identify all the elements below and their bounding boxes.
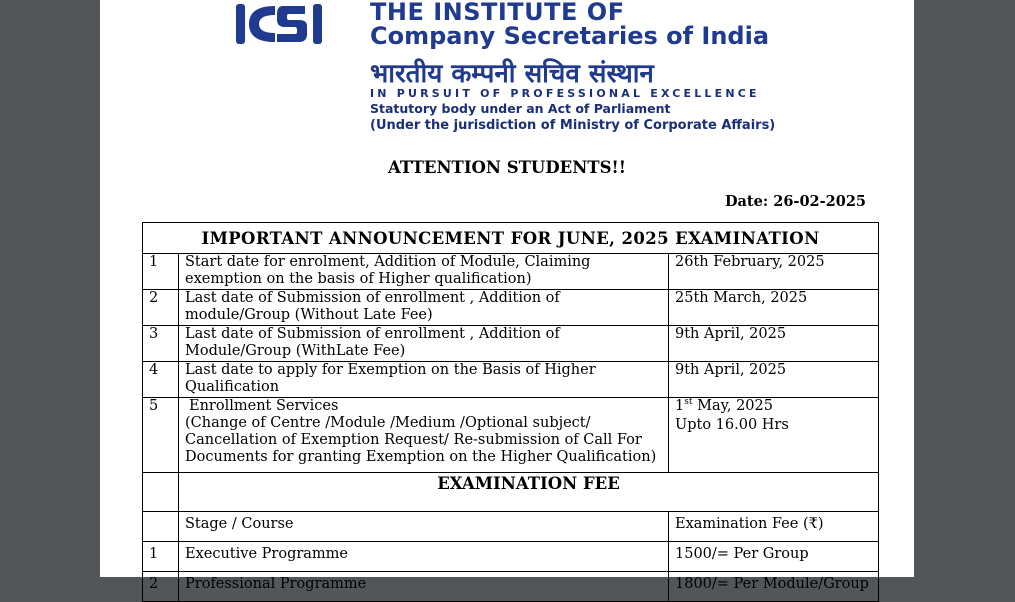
row-number: 4 — [143, 362, 179, 398]
row-fee: 1800/= Per Module/Group — [669, 572, 879, 602]
table-row — [143, 254, 879, 290]
org-jurisdiction: (Under the jurisdiction of Ministry of Corporate Affairs) — [370, 118, 776, 133]
row-number: 3 — [143, 326, 179, 362]
row-number: 5 — [143, 398, 179, 473]
date-day: 1 — [675, 398, 685, 414]
table-row — [143, 290, 879, 326]
row-date: 26th February, 2025 — [669, 254, 879, 290]
fee-header-row — [143, 512, 879, 542]
table-row — [143, 362, 879, 398]
announcement-title: IMPORTANT ANNOUNCEMENT FOR JUNE, 2025 EXAMINATION — [143, 223, 879, 254]
org-name-line1: THE INSTITUTE OF — [370, 0, 625, 26]
row-number: 1 — [143, 254, 179, 290]
row-stage: Professional Programme — [179, 572, 669, 602]
empty-cell — [143, 473, 179, 512]
icsi-logo-icon — [235, 2, 336, 46]
row-date: 9th April, 2025 — [669, 362, 879, 398]
table-row — [143, 542, 879, 572]
row-description: Last date of Submission of enrollment , Addition of Module/Group (WithLate Fee) — [179, 326, 669, 362]
fee-title: EXAMINATION FEE — [179, 473, 879, 512]
org-name-hindi: भारतीय कम्पनी सचिव संस्थान — [370, 59, 654, 89]
row-title: Enrollment Services — [189, 398, 339, 414]
org-tagline: IN PURSUIT OF PROFESSIONAL EXCELLENCE — [370, 87, 760, 100]
row-number: 1 — [143, 542, 179, 572]
row-number: 2 — [143, 290, 179, 326]
row-description: Last date to apply for Exemption on the Basis of Higher Qualification — [179, 362, 669, 398]
row-detail: (Change of Centre /Module /Medium /Optional subject/ Cancellation of Exemption Request/ Re-submission of Call For Documents for granting Exemption on the Higher Qualification) — [185, 415, 657, 465]
table-row — [143, 326, 879, 362]
row-description: Last date of Submission of enrollment , Addition of module/Group (Without Late Fee) — [179, 290, 669, 326]
row-date: 9th April, 2025 — [669, 326, 879, 362]
date-suffix: st — [684, 397, 693, 408]
row-date — [669, 398, 879, 473]
attention-heading: ATTENTION STUDENTS!! — [388, 158, 626, 177]
row-time: Upto 16.00 Hrs — [675, 417, 789, 433]
row-number: 2 — [143, 572, 179, 602]
org-name-line2: Company Secretaries of India — [370, 22, 770, 50]
notice-date: Date: 26-02-2025 — [724, 193, 866, 210]
table-row — [143, 398, 879, 473]
row-fee: 1500/= Per Group — [669, 542, 879, 572]
col-stage-header: Stage / Course — [179, 512, 669, 542]
table-row — [143, 572, 879, 602]
col-fee-header: Examination Fee (₹) — [669, 512, 879, 542]
row-stage: Executive Programme — [179, 542, 669, 572]
announcement-table — [142, 222, 879, 602]
row-date: 25th March, 2025 — [669, 290, 879, 326]
table-header-row — [143, 223, 879, 254]
row-description: Start date for enrolment, Addition of Module, Claiming exemption on the basis of Higher qualification) — [179, 254, 669, 290]
fee-section-row — [143, 473, 879, 512]
date-month-year: May, 2025 — [692, 398, 773, 414]
empty-cell — [143, 512, 179, 542]
org-status: Statutory body under an Act of Parliament — [370, 101, 671, 116]
document-page — [100, 0, 914, 592]
row-date-value — [675, 398, 872, 415]
row-description — [179, 398, 669, 473]
